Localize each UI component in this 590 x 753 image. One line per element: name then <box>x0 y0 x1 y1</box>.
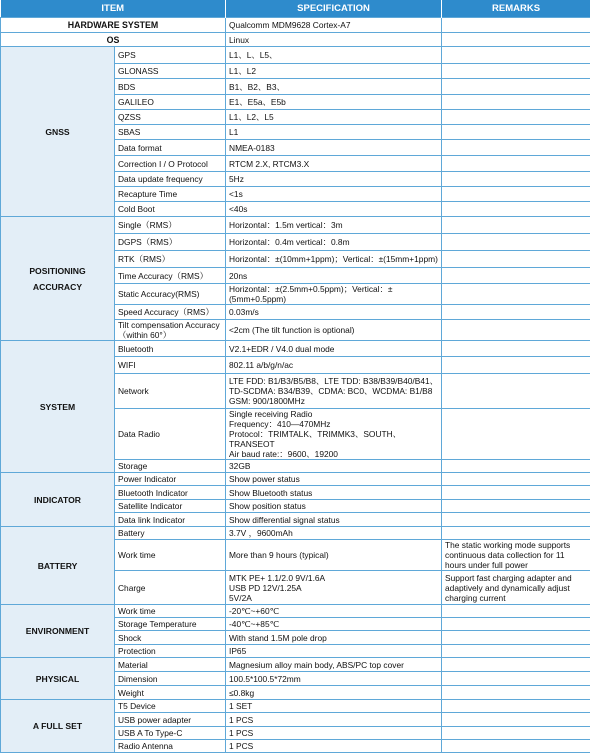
spec-value: Magnesium alloy main body, ABS/PC top cover <box>226 658 442 672</box>
item-label: Material <box>115 658 226 672</box>
spec-value: More than 9 hours (typical) <box>226 540 442 571</box>
remarks-value <box>442 95 590 110</box>
table-row <box>1 341 590 357</box>
header-item: ITEM <box>1 0 226 18</box>
item-label: Data format <box>115 140 226 156</box>
item-label: USB A To Type-C <box>115 727 226 740</box>
table-body <box>1 18 590 753</box>
remarks-value <box>442 187 590 202</box>
item-label: Protection <box>115 645 226 658</box>
table-row <box>1 605 590 618</box>
category-cell: GNSS <box>1 47 115 217</box>
remarks-value <box>442 700 590 713</box>
remarks-value <box>442 409 590 460</box>
remarks-value <box>442 713 590 727</box>
item-label: Storage <box>115 460 226 473</box>
table-row <box>1 217 590 234</box>
item-label: GLONASS <box>115 64 226 79</box>
spec-value: 1 SET <box>226 700 442 713</box>
remarks-value <box>442 47 590 64</box>
table-row <box>1 473 590 486</box>
spec-value: <1s <box>226 187 442 202</box>
spec-value: L1 <box>226 125 442 140</box>
remarks-value <box>442 18 590 33</box>
spec-value: L1、L2 <box>226 64 442 79</box>
item-label: Static Accuracy(RMS) <box>115 284 226 305</box>
item-label: Dimension <box>115 672 226 686</box>
spec-value: Qualcomm MDM9628 Cortex-A7 <box>226 18 442 33</box>
spec-value: -20℃~+60℃ <box>226 605 442 618</box>
spec-value: Show position status <box>226 500 442 513</box>
item-label: T5 Device <box>115 700 226 713</box>
remarks-value: Support fast charging adapter and adaptively and dynamically adjust charging current <box>442 571 590 605</box>
item-label: GPS <box>115 47 226 64</box>
spec-value: RTCM 2.X, RTCM3.X <box>226 156 442 172</box>
item-label: Battery <box>115 527 226 540</box>
item-label: Storage Temperature <box>115 618 226 631</box>
remarks-value <box>442 605 590 618</box>
table-row <box>1 527 590 540</box>
item-label: OS <box>1 33 226 47</box>
remarks-value <box>442 618 590 631</box>
spec-value: <2cm (The tilt function is optional) <box>226 320 442 341</box>
spec-value: Horizontal：1.5m vertical：3m <box>226 217 442 234</box>
spec-value: MTK PE+ 1.1/2.0 9V/1.6A USB PD 12V/1.25A 5V/2A <box>226 571 442 605</box>
remarks-value <box>442 172 590 187</box>
spec-value: 802.11 a/b/g/n/ac <box>226 357 442 374</box>
remarks-value <box>442 234 590 251</box>
spec-value: 20ns <box>226 268 442 284</box>
remarks-value <box>442 727 590 740</box>
spec-value: 32GB <box>226 460 442 473</box>
header-remarks: REMARKS <box>442 0 590 18</box>
spec-value: 3.7V ，9600mAh <box>226 527 442 540</box>
item-label: Data update frequency <box>115 172 226 187</box>
remarks-value <box>442 284 590 305</box>
spec-value: ≤0.8kg <box>226 686 442 700</box>
item-label: Shock <box>115 631 226 645</box>
item-label: Data Radio <box>115 409 226 460</box>
table-row <box>1 700 590 713</box>
remarks-value <box>442 251 590 268</box>
item-label: QZSS <box>115 110 226 125</box>
remarks-value <box>442 500 590 513</box>
item-label: Recapture Time <box>115 187 226 202</box>
item-label: Work time <box>115 605 226 618</box>
spec-value: <40s <box>226 202 442 217</box>
category-cell: POSITIONING ACCURACY <box>1 217 115 341</box>
remarks-value <box>442 33 590 47</box>
item-label: USB power adapter <box>115 713 226 727</box>
spec-value: L1、L2、L5 <box>226 110 442 125</box>
item-label: Weight <box>115 686 226 700</box>
spec-value: IP65 <box>226 645 442 658</box>
remarks-value <box>442 645 590 658</box>
remarks-value <box>442 64 590 79</box>
category-cell: A FULL SET <box>1 700 115 753</box>
table-row <box>1 18 590 33</box>
item-label: Time Accuracy（RMS） <box>115 268 226 284</box>
spec-value: -40℃~+85℃ <box>226 618 442 631</box>
remarks-value <box>442 357 590 374</box>
category-cell: PHYSICAL <box>1 658 115 700</box>
category-cell: INDICATOR <box>1 473 115 527</box>
remarks-value <box>442 460 590 473</box>
remarks-value: The static working mode supports continuous data collection for 11 hours under full power <box>442 540 590 571</box>
item-label: Single（RMS） <box>115 217 226 234</box>
table-row <box>1 658 590 672</box>
spec-value: Show power status <box>226 473 442 486</box>
item-label: Data link Indicator <box>115 513 226 527</box>
spec-value: NMEA-0183 <box>226 140 442 156</box>
remarks-value <box>442 486 590 500</box>
remarks-value <box>442 341 590 357</box>
spec-value: 1 PCS <box>226 713 442 727</box>
spec-value: Show differential signal status <box>226 513 442 527</box>
header-specification: SPECIFICATION <box>226 0 442 18</box>
item-label: GALILEO <box>115 95 226 110</box>
remarks-value <box>442 217 590 234</box>
spec-value: 100.5*100.5*72mm <box>226 672 442 686</box>
remarks-value <box>442 473 590 486</box>
remarks-value <box>442 686 590 700</box>
spec-value: With stand 1.5M pole drop <box>226 631 442 645</box>
remarks-value <box>442 79 590 95</box>
item-label: DGPS（RMS） <box>115 234 226 251</box>
remarks-value <box>442 305 590 320</box>
item-label: Charge <box>115 571 226 605</box>
remarks-value <box>442 513 590 527</box>
remarks-value <box>442 140 590 156</box>
spec-value: Single receiving Radio Frequency：410—470MHz Protocol：TRIMTALK、TRIMMK3、SOUTH、TRANSEOT Air baud rate:：9600、19200 <box>226 409 442 460</box>
remarks-value <box>442 658 590 672</box>
remarks-value <box>442 156 590 172</box>
spec-value: 5Hz <box>226 172 442 187</box>
spec-value: Horizontal：0.4m vertical：0.8m <box>226 234 442 251</box>
spec-value: E1、E5a、E5b <box>226 95 442 110</box>
remarks-value <box>442 125 590 140</box>
spec-value: L1、L、L5、 <box>226 47 442 64</box>
category-cell: SYSTEM <box>1 341 115 473</box>
spec-value: 0.03m/s <box>226 305 442 320</box>
item-label: Work time <box>115 540 226 571</box>
item-label: Satellite Indicator <box>115 500 226 513</box>
item-label: Speed Accuracy（RMS） <box>115 305 226 320</box>
remarks-value <box>442 631 590 645</box>
item-label: Tilt compensation Accuracy （within 60°） <box>115 320 226 341</box>
spec-value: Horizontal：±(10mm+1ppm)；Vertical：±(15mm+1ppm) <box>226 251 442 268</box>
item-label: Power Indicator <box>115 473 226 486</box>
spec-value: 1 PCS <box>226 740 442 753</box>
item-label: Network <box>115 374 226 409</box>
remarks-value <box>442 527 590 540</box>
remarks-value <box>442 268 590 284</box>
table-row <box>1 47 590 64</box>
spec-value: Show Bluetooth status <box>226 486 442 500</box>
remarks-value <box>442 672 590 686</box>
spec-value: LTE FDD: B1/B3/B5/B8、LTE TDD: B38/B39/B40/B41、 TD-SCDMA: B34/B39、CDMA: BC0、WCDMA: B1/B8 GSM: 900/1800MHz <box>226 374 442 409</box>
table-row <box>1 33 590 47</box>
spec-value: B1、B2、B3、 <box>226 79 442 95</box>
category-cell: ENVIRONMENT <box>1 605 115 658</box>
item-label: Radio Antenna <box>115 740 226 753</box>
item-label: Correction I / O Protocol <box>115 156 226 172</box>
item-label: WIFI <box>115 357 226 374</box>
remarks-value <box>442 740 590 753</box>
spec-value: V2.1+EDR / V4.0 dual mode <box>226 341 442 357</box>
item-label: BDS <box>115 79 226 95</box>
remarks-value <box>442 320 590 341</box>
item-label: Bluetooth <box>115 341 226 357</box>
spec-value: 1 PCS <box>226 727 442 740</box>
remarks-value <box>442 202 590 217</box>
remarks-value <box>442 110 590 125</box>
remarks-value <box>442 374 590 409</box>
header-row <box>1 0 590 18</box>
item-label: HARDWARE SYSTEM <box>1 18 226 33</box>
item-label: RTK（RMS） <box>115 251 226 268</box>
category-cell: BATTERY <box>1 527 115 605</box>
spec-value: Linux <box>226 33 442 47</box>
item-label: Bluetooth Indicator <box>115 486 226 500</box>
item-label: Cold Boot <box>115 202 226 217</box>
spec-value: Horizontal：±(2.5mm+0.5ppm)；Vertical：±(5mm+0.5ppm) <box>226 284 442 305</box>
item-label: SBAS <box>115 125 226 140</box>
